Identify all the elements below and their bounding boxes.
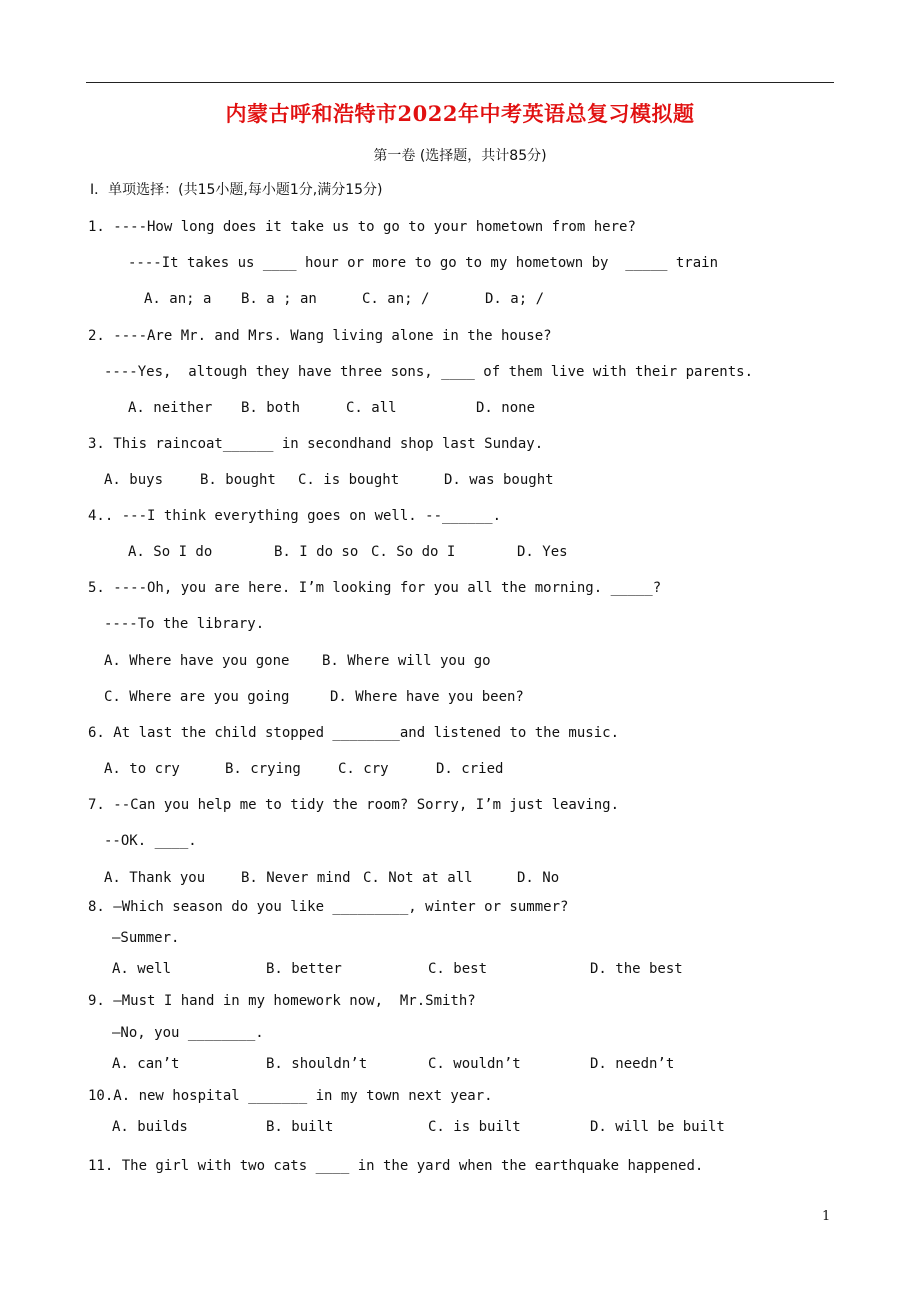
question-10-option-b: B. built (266, 1119, 334, 1135)
question-4-option-c: C. So do I (371, 544, 456, 560)
page-number: 1 (822, 1209, 831, 1224)
question-1-response: ----It takes us ____ hour or more to go to my hometown by _____ train (128, 255, 719, 271)
question-2-response: ----Yes, altough they have three sons, ____ of them live with their parents. (104, 364, 754, 380)
question-2-option-d: D. none (476, 400, 536, 416)
question-7-response: --OK. ____. (104, 833, 197, 849)
question-7-option-a: A. Thank you (104, 870, 206, 886)
question-8-option-a: A. well (112, 961, 172, 977)
question-11-prompt: 11. The girl with two cats ____ in the yard when the earthquake happened. (88, 1158, 704, 1174)
question-8-option-b: B. better (266, 961, 342, 977)
question-6-prompt: 6. At last the child stopped ________and listened to the music. (88, 725, 620, 741)
section-heading: I．单项选择：(共15小题,每小题1分,满分15分) (90, 182, 383, 198)
question-2-option-c: C. all (346, 400, 397, 416)
question-4-prompt: 4.. ---I think everything goes on well. --______. (88, 508, 502, 524)
question-6-option-d: D. cried (436, 761, 504, 777)
question-4-option-d: D. Yes (517, 544, 568, 560)
question-10-prompt: 10.A. new hospital _______ in my town next year. (88, 1088, 493, 1104)
question-1-prompt: 1. ----How long does it take us to go to your hometown from here? (88, 219, 636, 235)
question-7-prompt: 7. --Can you help me to tidy the room? Sorry, I’m just leaving. (88, 797, 620, 813)
question-10-option-a: A. builds (112, 1119, 188, 1135)
question-8-option-d: D. the best (590, 961, 683, 977)
page-title: 内蒙古呼和浩特市2022年中考英语总复习模拟题 (225, 101, 695, 126)
question-2-prompt: 2. ----Are Mr. and Mrs. Wang living alone in the house? (88, 328, 552, 344)
question-9-option-c: C. wouldn’t (428, 1056, 521, 1072)
question-5-option-d: D. Where have you been? (330, 689, 524, 705)
question-7-option-b: B. Never mind (241, 870, 351, 886)
question-3-option-d: D. was bought (444, 472, 554, 488)
question-1-option-d: D. a; / (485, 291, 545, 307)
question-8-option-c: C. best (428, 961, 488, 977)
question-3-option-b: B. bought (200, 472, 276, 488)
question-9-option-b: B. shouldn’t (266, 1056, 368, 1072)
question-3-prompt: 3. This raincoat______ in secondhand shop last Sunday. (88, 436, 544, 452)
question-6-option-b: B. crying (225, 761, 301, 777)
question-5-option-a: A. Where have you gone (104, 653, 290, 669)
question-10-option-c: C. is built (428, 1119, 521, 1135)
question-7-option-d: D. No (517, 870, 560, 886)
question-1-option-b: B. a ; an (241, 291, 317, 307)
question-4-option-b: B. I do so (274, 544, 359, 560)
question-8-response: —Summer. (112, 930, 180, 946)
question-9-option-d: D. needn’t (590, 1056, 675, 1072)
question-3-option-c: C. is bought (298, 472, 400, 488)
question-5-prompt: 5. ----Oh, you are here. I’m looking for you all the morning. _____? (88, 580, 662, 596)
page-subtitle: 第一卷 (选择题，共计85分) (373, 148, 547, 164)
question-5-response: ----To the library. (104, 616, 265, 632)
question-5-option-b: B. Where will you go (322, 653, 491, 669)
question-2-option-a: A. neither (128, 400, 213, 416)
question-2-option-b: B. both (241, 400, 301, 416)
question-5-option-c: C. Where are you going (104, 689, 290, 705)
question-1-option-c: C. an; / (362, 291, 430, 307)
question-6-option-a: A. to cry (104, 761, 180, 777)
question-8-prompt: 8. —Which season do you like _________, winter or summer? (88, 899, 569, 915)
header-rule (86, 82, 834, 83)
question-3-option-a: A. buys (104, 472, 164, 488)
question-1-option-a: A. an; a (144, 291, 212, 307)
question-4-option-a: A. So I do (128, 544, 213, 560)
question-9-option-a: A. can’t (112, 1056, 180, 1072)
question-7-option-c: C. Not at all (363, 870, 473, 886)
question-9-prompt: 9. —Must I hand in my homework now, Mr.Smith? (88, 993, 476, 1009)
question-6-option-c: C. cry (338, 761, 389, 777)
question-10-option-d: D. will be built (590, 1119, 725, 1135)
question-9-response: —No, you ________. (112, 1025, 264, 1041)
